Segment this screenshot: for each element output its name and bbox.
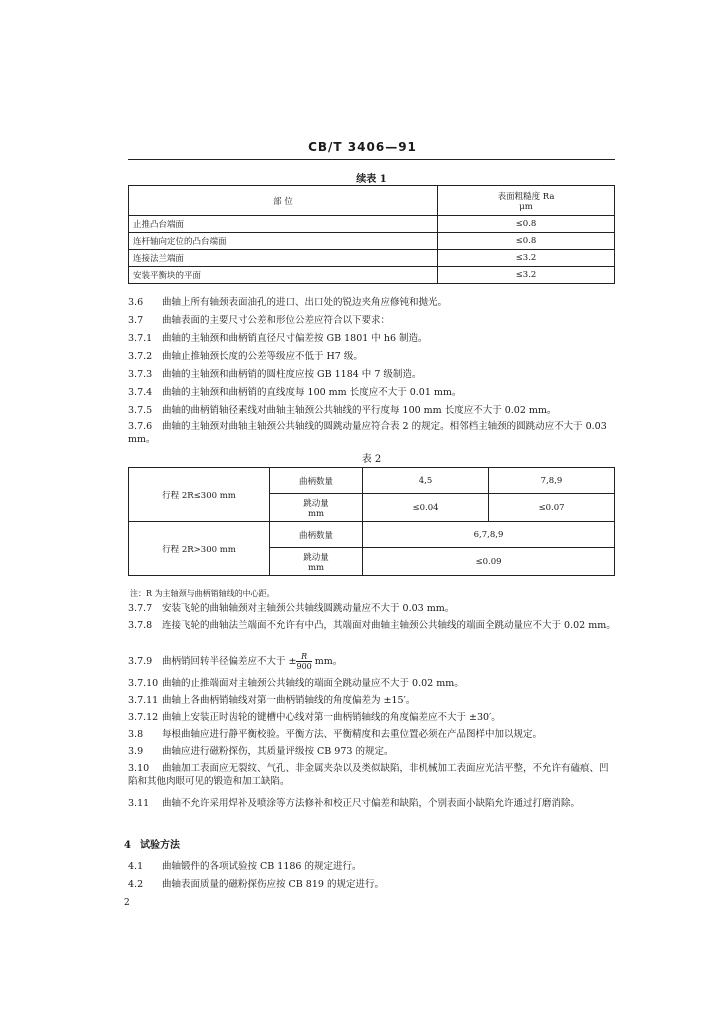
clause-3-7-2: 3.7.2 曲轴止推轴颈长度的公差等级应不低于 H7 级。 (128, 351, 363, 362)
clause-3-7-7: 3.7.7 安装飞轮的曲轴轴颈对主轴颈公共轴线圆跳动量应不大于 0.03 mm。 (128, 603, 455, 614)
clause-3-7-4: 3.7.4 曲轴的主轴颈和曲柄销的直线度每 100 mm 长度应不大于 0.01 mm。 (128, 387, 462, 398)
table1-value: ≤3.2 (438, 250, 615, 267)
table1-col1-header: 部 位 (129, 186, 438, 216)
table2-crank-count-label: 曲柄数量 (270, 522, 363, 548)
table1-value: ≤3.2 (438, 267, 615, 284)
clause-3-6: 3.6 曲轴上所有轴颈表面油孔的进口、出口处的锐边夹角应修钝和抛光。 (128, 297, 448, 308)
table2-caption: 表 2 (361, 454, 382, 465)
clause-3-10: 3.10 曲轴加工表面应无裂纹、气孔、非金属夹杂以及类似缺陷，非机械加工表面应光洁平整，不允许有磕痕、凹陷和其他肉眼可见的锻造和加工缺陷。 (128, 763, 609, 787)
clause-4-2: 4.2 曲轴表面质量的磁粉探伤应按 CB 819 的规定进行。 (128, 879, 384, 890)
clause-3-7-5: 3.7.5 曲轴的曲柄销轴径素线对曲轴主轴颈公共轴线的平行度每 100 mm 长度应不大于 0.02 mm。 (128, 405, 557, 416)
clause-3-7-3: 3.7.3 曲轴的主轴颈和曲柄销的圆柱度应按 GB 1184 中 7 级制造。 (128, 369, 422, 380)
table1-part: 安装平衡块的平面 (129, 267, 438, 284)
table2-a-counts-1: 4,5 (363, 468, 489, 494)
table2-row2-label: 行程 2R>300 mm (129, 522, 270, 576)
table2 (128, 467, 615, 576)
table1-part: 连杆轴向定位的凸台端面 (129, 233, 438, 250)
clause-3-11: 3.11 曲轴不允许采用焊补及喷涂等方法修补和校正尺寸偏差和缺陷，个别表面小缺陷允许通过打磨消除。 (128, 798, 581, 809)
table-row (129, 233, 615, 250)
table1-header-row (129, 186, 615, 216)
table2-note: 注：R 为主轴颈与曲柄销轴线的中心距。 (130, 589, 275, 598)
table-row (129, 267, 615, 284)
table2-b-runout: ≤0.09 (363, 548, 615, 576)
header-rule (128, 159, 615, 160)
table1-col2-unit: μm (519, 201, 533, 212)
table-row (129, 216, 615, 233)
table1-part: 连接法兰端面 (129, 250, 438, 267)
table2-a-runout-1: ≤0.04 (363, 494, 489, 522)
clause-4-1: 4.1 曲轴锻件的各项试验按 CB 1186 的规定进行。 (128, 861, 362, 872)
clause-3-7: 3.7 曲轴表面的主要尺寸公差和形位公差应符合以下要求： (128, 315, 391, 326)
table2-runout-label: 跳动量 mm (270, 548, 363, 576)
table2-crank-count-label: 曲柄数量 (270, 468, 363, 494)
table-row (129, 250, 615, 267)
table1-part: 止推凸台端面 (129, 216, 438, 233)
page-number: 2 (124, 898, 130, 908)
table2-a-runout-2: ≤0.07 (489, 494, 615, 522)
table2-row1-label: 行程 2R≤300 mm (129, 468, 270, 522)
clause-3-7-11: 3.7.11 曲轴上各曲柄销轴线对第一曲柄销轴线的角度偏差为 ±15′。 (128, 695, 416, 706)
clause-3-9: 3.9 曲轴应进行磁粉探伤，其质量评级按 CB 973 的规定。 (128, 746, 394, 757)
clause-3-7-10: 3.7.10 曲轴的止推端面对主轴颈公共轴线的端面全跳动量应不大于 0.02 mm。 (128, 678, 464, 689)
table1-value: ≤0.8 (438, 216, 615, 233)
clause-3-7-1: 3.7.1 曲轴的主轴颈和曲柄销直径尺寸偏差按 GB 1801 中 h6 制造。 (128, 333, 428, 344)
table2-b-counts: 6,7,8,9 (363, 522, 615, 548)
table-row (129, 468, 615, 494)
clause-3-7-12: 3.7.12 曲轴上安装正时齿轮的键槽中心线对第一曲柄销轴线的角度偏差应不大于 ±30′。 (128, 712, 501, 723)
standard-code-header: CB/T 3406—91 (308, 140, 417, 154)
table1 (128, 185, 615, 284)
table-row (129, 522, 615, 548)
table2-runout-label: 跳动量 mm (270, 494, 363, 522)
fraction: $\frac{R}{900}$ (296, 652, 312, 671)
clause-3-7-6: 3.7.6 曲轴的主轴颈对曲轴主轴颈公共轴线的圆跳动量应符合表 2 的规定。相邻档主轴颈的圆跳动应不大于 0.03 mm。 (128, 421, 607, 445)
clause-3-7-9: 3.7.9 曲柄销回转半径偏差应不大于 ± $\frac{R}{900}$ mm。 (128, 652, 343, 671)
table1-col2-header (438, 186, 615, 216)
table1-col2-title: 表面粗糙度 Ra (497, 191, 555, 202)
table1-caption: 续表 1 (356, 174, 387, 185)
clause-3-8: 3.8 每根曲轴应进行静平衡校验。平衡方法、平衡精度和去重位置必须在产品图样中加以规定。 (128, 729, 543, 740)
table1-value: ≤0.8 (438, 233, 615, 250)
section-4-heading: 4 试验方法 (124, 840, 180, 851)
clause-3-7-8: 3.7.8 连接飞轮的曲轴法兰端面不允许有中凸，其端面对曲轴主轴颈公共轴线的端面全跳动量应不大于 0.02 mm。 (128, 620, 616, 631)
table2-a-counts-2: 7,8,9 (489, 468, 615, 494)
